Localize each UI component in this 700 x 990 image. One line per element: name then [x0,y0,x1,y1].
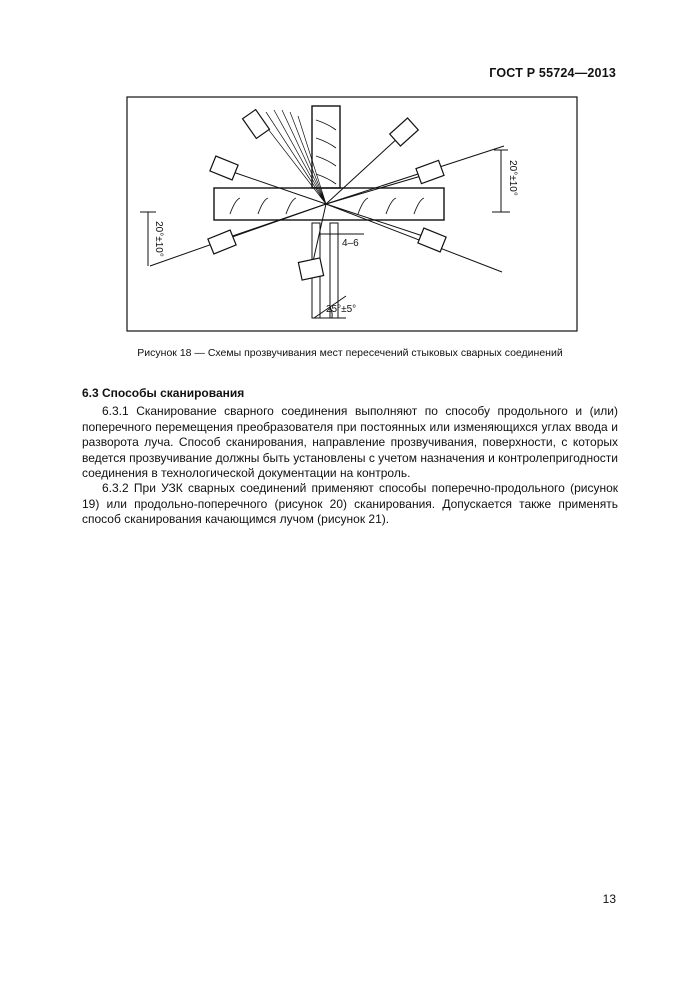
document-header: ГОСТ Р 55724—2013 [489,66,616,80]
figure-caption: Рисунок 18 — Схемы прозвучивания мест пересечений стыковых сварных соединений [137,347,563,359]
paragraph-6-3-2: 6.3.2 При УЗК сварных соединений применяют способы поперечно-продольного (рисунок 19) или продольно-поперечного (рисунок 20) сканирования. Допускается также применять способ сканирования качающимся лучом (рисунок 21). [82,481,618,526]
transducer-bottom [298,258,323,280]
vertical-plate [312,106,340,188]
dim-angle-right: 20°±10° [507,160,518,196]
transducer-lower-right [418,228,446,252]
weld-ripples-h [230,198,424,214]
transducer-left [210,156,238,180]
dim-gap: 4–6 [342,238,359,249]
dim-angle-left: 20°±10° [153,221,164,257]
section-heading: 6.3 Способы сканирования [82,386,245,400]
dim-angle-bottom: 25°±5° [326,304,357,315]
transducer-top-left [243,110,270,139]
page-number: 13 [602,892,616,906]
figure-18-diagram [126,96,578,332]
transducer-lower-left [208,230,236,254]
beam-fan [258,110,326,204]
paragraph-6-3-1: 6.3.1 Сканирование сварного соединения выполняют по способу продольного и (или) поперечного перемещения преобразователя при постоянных или изменяющихся углах ввода и разворота луча. Способ сканирования, направление прозвучивания, поверхности, с которых ведется прозвучивание должны быть установлены с учетом назначения и контролепригодности соединения в технологической документации на контроль. [82,404,618,480]
horizontal-plate [214,188,444,220]
transducer-right [416,160,444,183]
weld-ripples-v [316,120,336,184]
